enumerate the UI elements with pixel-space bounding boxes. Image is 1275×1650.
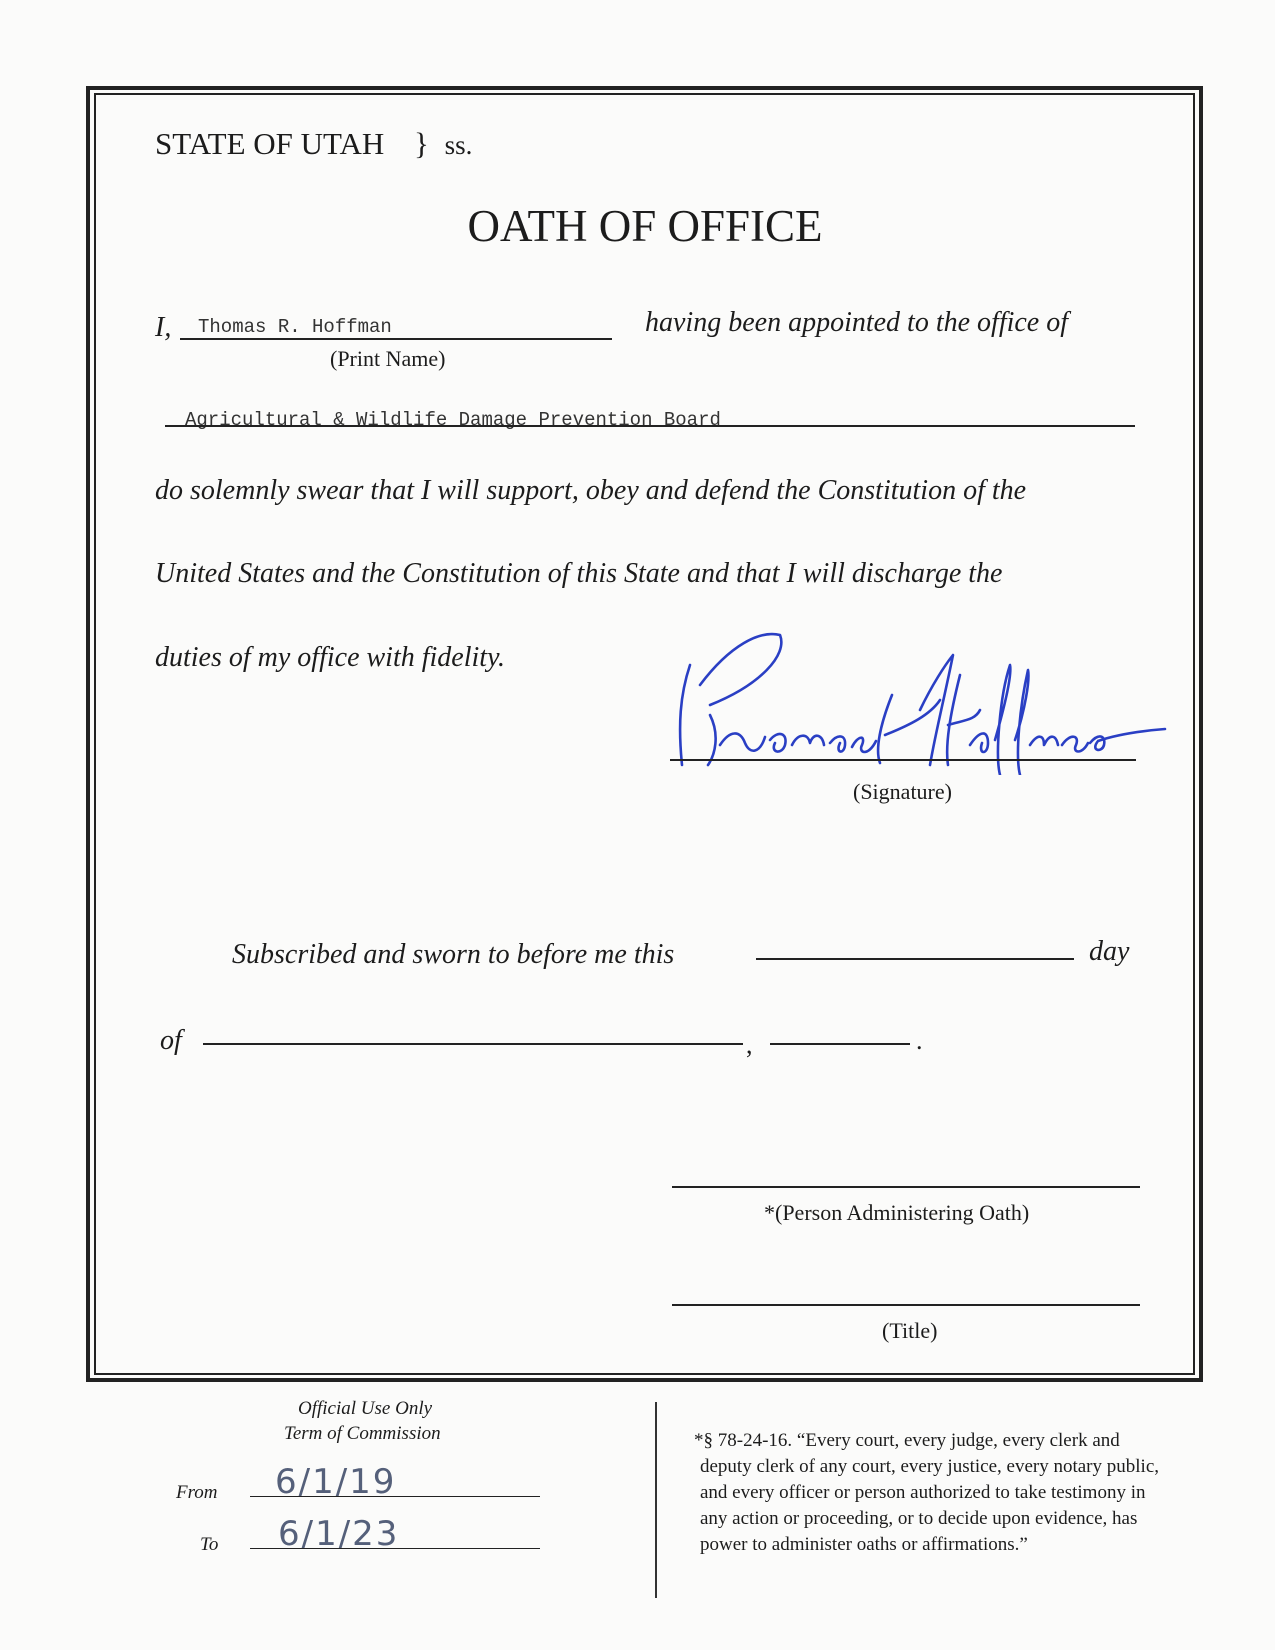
signature-caption: (Signature) (853, 779, 952, 804)
ss-label: ss. (444, 130, 473, 160)
oath-line-1: do solemnly swear that I will support, obey and defend the Constitution of the (155, 475, 1027, 506)
appointed-text: having been appointed to the office of (645, 307, 1069, 338)
to-line (250, 1548, 540, 1549)
administrator-caption: *(Person Administering Oath) (764, 1200, 1030, 1225)
administrator-line (672, 1186, 1140, 1188)
oath-line-3: duties of my office with fidelity. (155, 642, 505, 673)
oath-line-2: United States and the Constitution of this State and that I will discharge the (155, 558, 1003, 589)
from-value: 6/1/19 (275, 1462, 397, 1502)
print-name-caption: (Print Name) (330, 346, 446, 371)
title-line (672, 1304, 1140, 1306)
office-value: Agricultural & Wildlife Damage Prevention Board (185, 409, 721, 431)
state-label: STATE OF UTAH (155, 126, 385, 161)
of-label: of (160, 1025, 182, 1056)
from-label: From (176, 1482, 218, 1503)
statute-line-1: *§ 78-24-16. “Every court, every judge, every clerk and (694, 1430, 1120, 1451)
sworn-day-line (756, 958, 1074, 960)
day-label: day (1089, 936, 1130, 967)
brace: } (414, 126, 429, 161)
title-caption: (Title) (882, 1318, 938, 1343)
from-line (250, 1496, 540, 1497)
sworn-text: Subscribed and sworn to before me this (232, 939, 675, 970)
year-line (770, 1043, 910, 1045)
period: . (916, 1026, 923, 1055)
handwritten-signature (670, 625, 1170, 775)
print-name-line (180, 338, 612, 340)
statute-line-5: power to administer oaths or affirmations.” (700, 1534, 1028, 1555)
divider (655, 1402, 657, 1598)
signature-line (670, 759, 1136, 761)
official-use-heading: Official Use Only (298, 1398, 433, 1419)
statute-line-4: any action or proceeding, or to decide upon evidence, has (700, 1508, 1138, 1529)
to-value: 6/1/23 (278, 1514, 400, 1554)
comma: , (746, 1030, 753, 1059)
document-title: OATH OF OFFICE (467, 201, 823, 251)
term-heading: Term of Commission (284, 1423, 441, 1444)
statute-line-3: and every officer or person authorized to take testimony in (700, 1482, 1146, 1503)
i-prefix: I, (155, 312, 172, 343)
to-label: To (200, 1534, 219, 1555)
state-header (155, 126, 472, 162)
statute-line-2: deputy clerk of any court, every justice, every notary public, (700, 1456, 1159, 1477)
office-line (165, 425, 1135, 427)
print-name-value: Thomas R. Hoffman (198, 316, 392, 338)
month-line (203, 1043, 743, 1045)
